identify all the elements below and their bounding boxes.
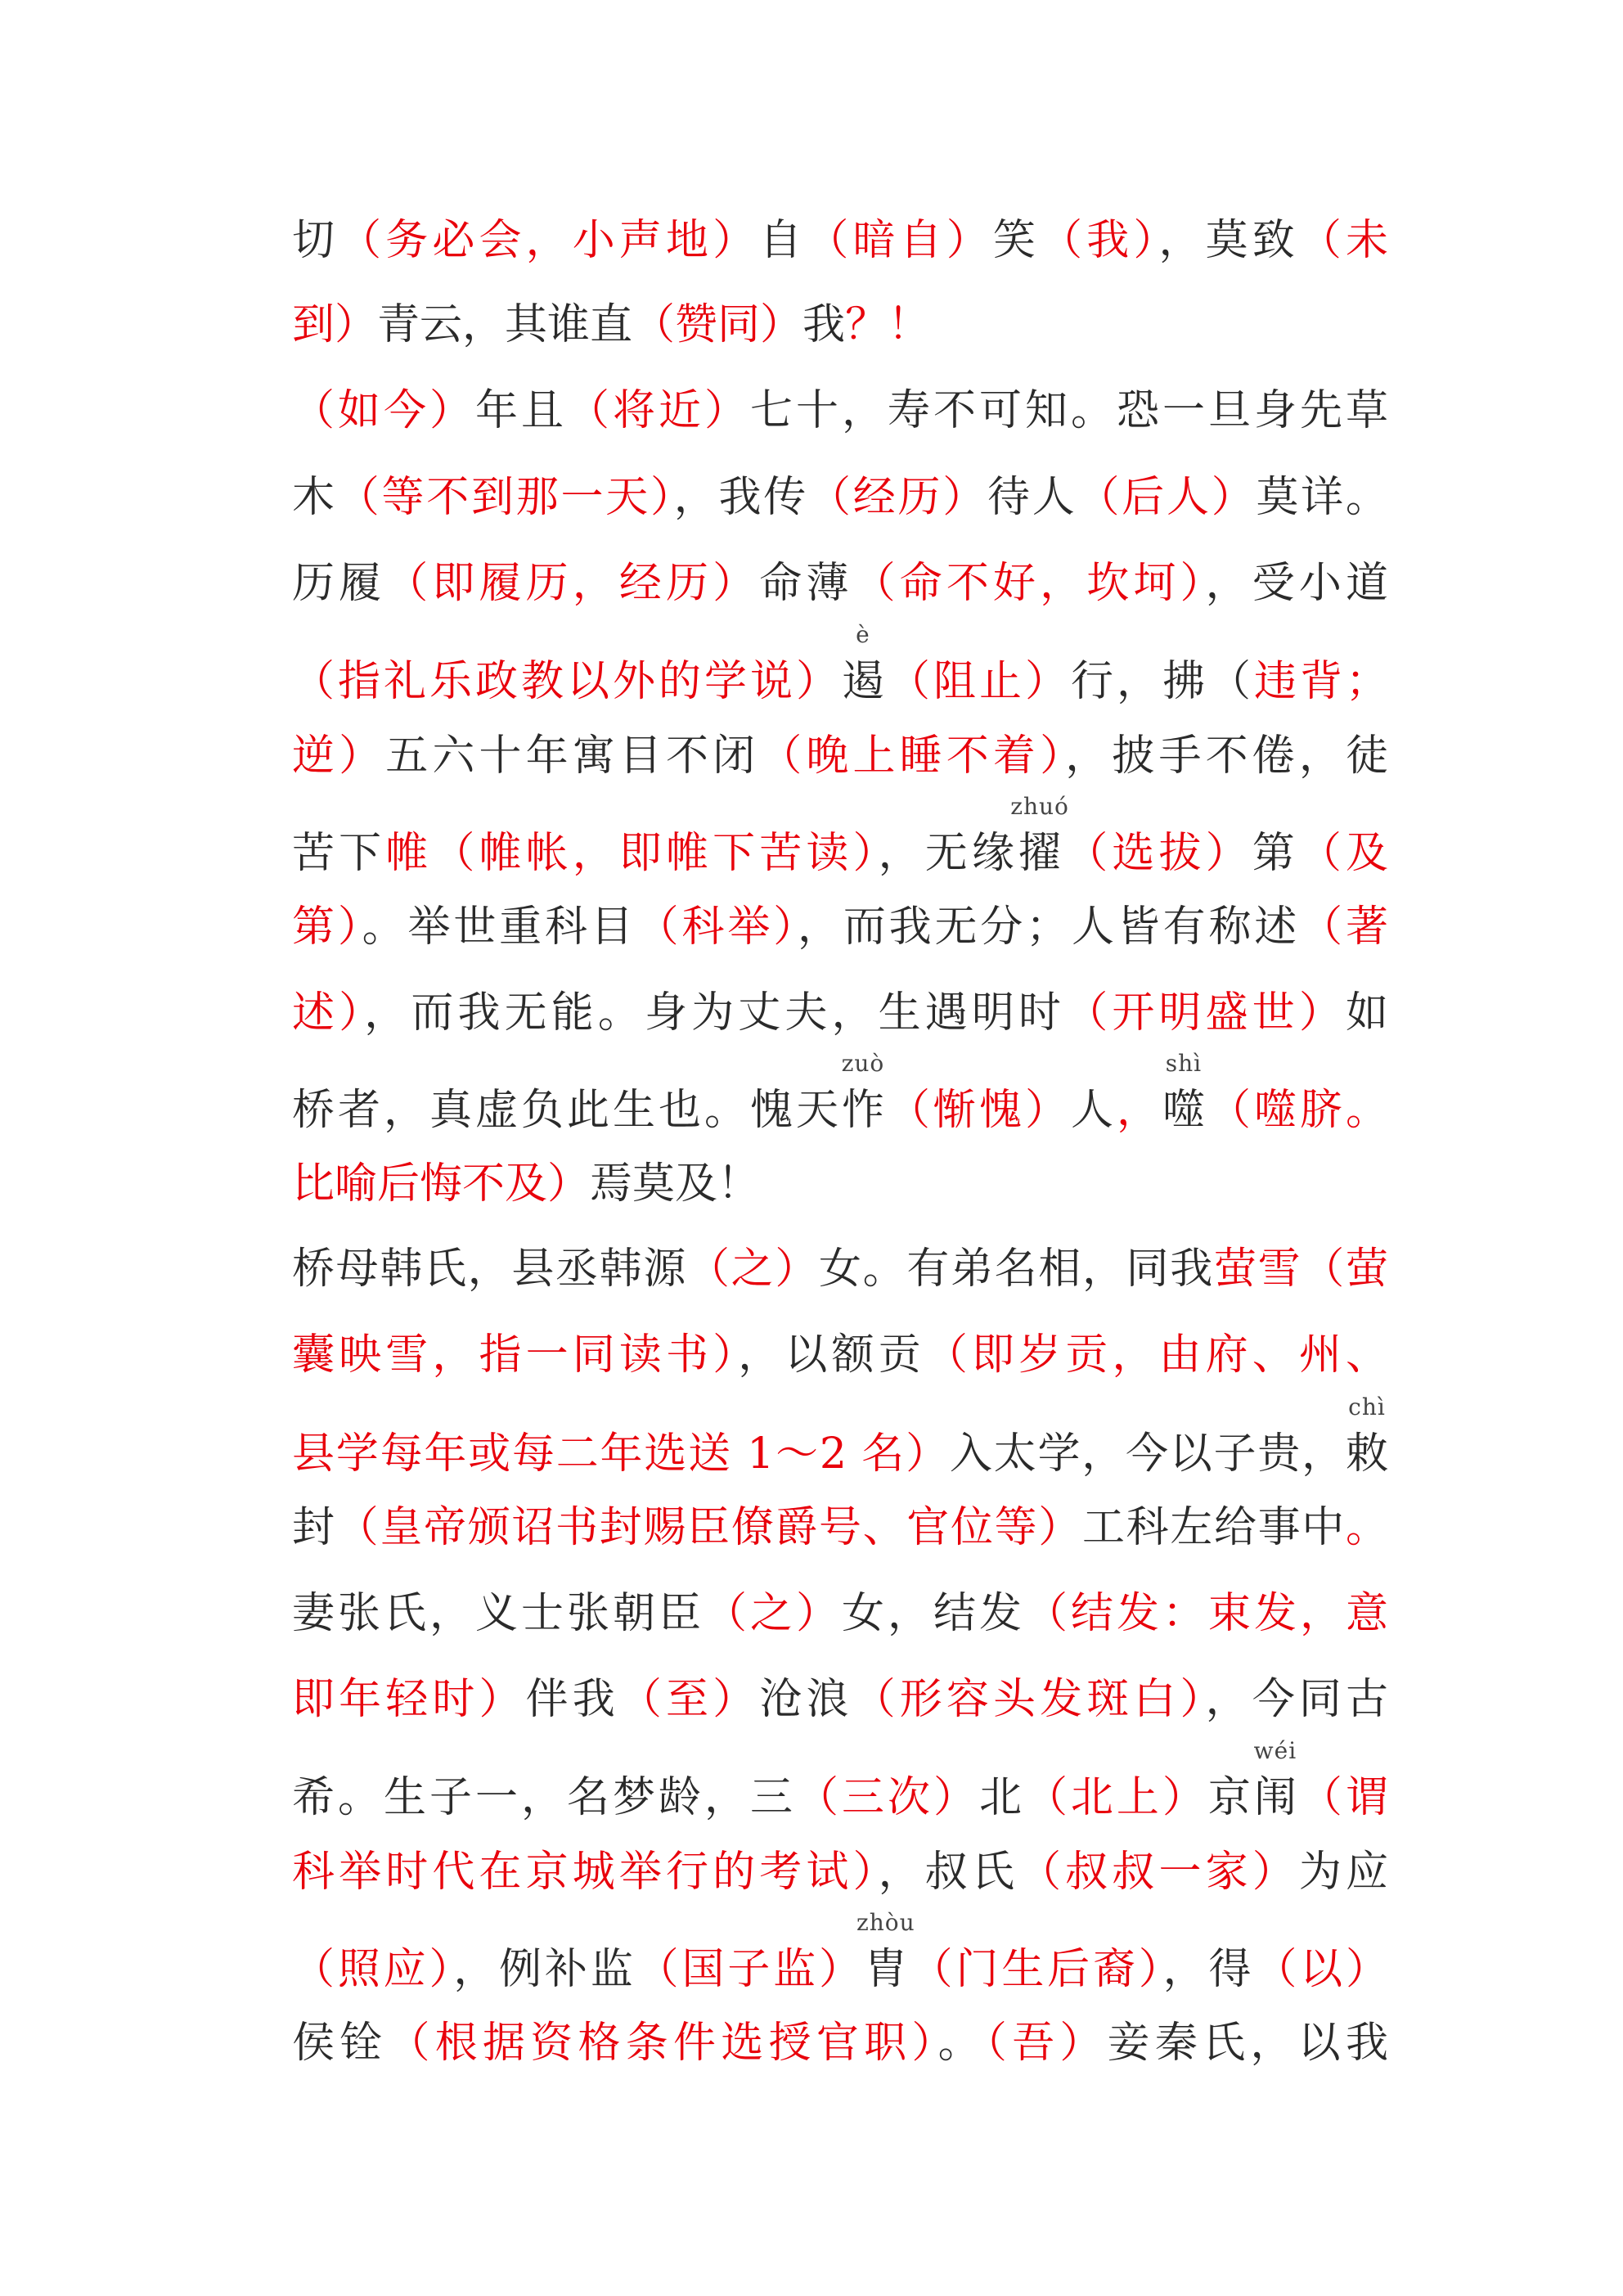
original-text: 年且 <box>475 386 567 435</box>
annotation-text: 囊映雪，指一同读书） <box>292 1330 739 1380</box>
annotation-text: （形容头发斑白） <box>852 1675 1206 1724</box>
annotation-text: （根据资格条件选授官职） <box>387 2019 938 2068</box>
original-text: 伴我 <box>525 1675 619 1724</box>
annotation-text: （命不好，坎坷） <box>852 559 1206 608</box>
annotation-text: （及 <box>1298 829 1388 878</box>
original-text: 笑 <box>992 216 1041 265</box>
annotated-character <box>1253 1737 1297 1824</box>
original-text: 青云，其谁直 <box>377 300 633 349</box>
text-line <box>292 385 1388 437</box>
original-text: 切 <box>292 216 339 265</box>
original-text: 工科左给事中 <box>1081 1503 1346 1552</box>
annotation-text: 第） <box>292 903 362 952</box>
annotation-text: 。 <box>1345 1503 1388 1552</box>
annotation-text: （吾） <box>985 2019 1108 2068</box>
annotation-text: 违背； <box>1253 657 1388 706</box>
text-line <box>292 1050 1388 1137</box>
text-line <box>292 1737 1388 1824</box>
annotation-text: 科举时代在京城举行的考试） <box>292 1848 879 1897</box>
original-text: 妾秦氏，以我 <box>1107 2019 1388 2068</box>
annotation-text: （以） <box>1254 1945 1388 1994</box>
annotation-text: 逆） <box>292 732 386 781</box>
annotation-text: （三次） <box>795 1773 979 1822</box>
annotated-character <box>1010 793 1069 880</box>
original-text: ，无缘 <box>878 829 1019 878</box>
original-text: 历履 <box>292 559 386 608</box>
original-text: 女。有弟名相，同我 <box>818 1245 1214 1294</box>
original-text: 。 <box>937 2019 986 2068</box>
annotation-text: （选拔） <box>1061 829 1252 878</box>
original-text: 为应 <box>1298 1848 1388 1897</box>
character: 怍 <box>841 1086 884 1135</box>
annotation-text: （指礼乐政教以外的学说） <box>292 657 842 706</box>
pinyin-annotation: zhòu <box>856 1909 915 1936</box>
original-text: ，受小道 <box>1205 559 1388 608</box>
original-text: 第 <box>1252 829 1299 878</box>
annotated-character <box>1345 1393 1388 1480</box>
original-text: 沧浪 <box>759 1675 853 1724</box>
original-text: 莫详。 <box>1256 473 1388 522</box>
character: 闱 <box>1253 1773 1297 1822</box>
annotation-text: （如今） <box>292 386 475 435</box>
annotation-text: （开明盛世） <box>1065 988 1346 1038</box>
annotation-text: （经历） <box>807 473 987 522</box>
original-text: 行，拂（ <box>1070 657 1254 706</box>
text-line <box>292 1329 1388 1381</box>
annotation-text: （等不到那一天） <box>336 473 674 522</box>
original-text: ，披手不倦，徒 <box>1065 732 1388 781</box>
character: 噬 <box>1162 1086 1205 1135</box>
annotation-text: 述） <box>292 988 365 1038</box>
annotation-text: （至） <box>618 1675 760 1724</box>
text-line <box>292 1393 1388 1480</box>
original-text: 。举世重科目 <box>362 903 636 952</box>
text-line <box>292 730 1388 782</box>
pinyin-annotation: zhuó <box>1010 793 1069 820</box>
text-line <box>292 793 1388 880</box>
annotated-character <box>1162 1050 1205 1137</box>
text-line <box>292 1909 1388 1996</box>
annotation-text: （之） <box>704 1589 842 1638</box>
pinyin-annotation: shì <box>1165 1050 1203 1077</box>
text-line <box>292 621 1388 708</box>
original-text: ，而我无分；人皆有称述 <box>797 903 1301 952</box>
character: 擢 <box>1018 829 1062 878</box>
original-text: 如 <box>1345 988 1388 1038</box>
annotation-text: （暗自） <box>806 216 993 265</box>
original-text: 命薄 <box>759 559 853 608</box>
original-text: 北 <box>978 1773 1025 1822</box>
annotation-text: 即年轻时） <box>292 1675 526 1724</box>
original-text: 木 <box>292 473 337 522</box>
original-text: 焉莫及！ <box>590 1159 761 1209</box>
text-line <box>292 1501 1388 1554</box>
annotation-text: （我） <box>1040 216 1159 265</box>
original-text: ，以额贡 <box>738 1330 925 1380</box>
annotation-text: 萤雪（萤 <box>1213 1245 1388 1294</box>
original-text: 妻张氏，义士张朝臣 <box>292 1589 704 1638</box>
original-text: ，莫致 <box>1158 216 1299 265</box>
annotated-character <box>841 1050 885 1137</box>
annotation-text: （皇帝颁诏书封赐臣僚爵号、官位等） <box>335 1503 1082 1552</box>
original-text: 桥母韩氏，县丞韩源 <box>292 1245 687 1294</box>
text-line <box>292 557 1388 610</box>
annotation-text: ？！ <box>845 300 931 349</box>
text-line <box>292 1846 1388 1898</box>
annotation-text: 到） <box>292 300 378 349</box>
text-line <box>292 214 1388 267</box>
annotation-text: （将近） <box>567 386 750 435</box>
annotated-character <box>841 621 884 708</box>
annotation-text: （照应） <box>292 1945 454 1994</box>
character: 敕 <box>1345 1429 1388 1479</box>
original-text: 桥者，真虚负此生也。愧天 <box>292 1086 842 1135</box>
annotation-text: （著 <box>1300 903 1388 952</box>
annotation-text: （国子监） <box>636 1945 865 1994</box>
original-text: 七十，寿不可知。恐一旦身先草 <box>750 386 1388 435</box>
original-text: 京 <box>1207 1773 1254 1822</box>
annotated-character <box>856 1909 915 1996</box>
annotation-text: 比喻后悔不及） <box>292 1159 591 1209</box>
annotation-text: （北上） <box>1024 1773 1208 1822</box>
text-line <box>292 1587 1388 1640</box>
original-text: 人 <box>1070 1086 1117 1135</box>
original-text: 待人 <box>987 473 1077 522</box>
annotation-text: （之） <box>686 1245 819 1294</box>
annotation-text: （科举） <box>636 903 798 952</box>
original-text: 侯铨 <box>292 2019 388 2068</box>
annotation-text: （阻止） <box>883 657 1071 706</box>
annotation-text: （惭愧） <box>883 1086 1071 1135</box>
original-text: ，今同古 <box>1205 1675 1388 1724</box>
original-text: ，得 <box>1162 1945 1255 1994</box>
text-line <box>292 299 1388 351</box>
text-line <box>292 901 1388 953</box>
original-text: 希。生子一，名梦龄，三 <box>292 1773 796 1822</box>
annotation-text: （谓 <box>1296 1773 1388 1822</box>
annotation-text: （结发：束发，意 <box>1024 1589 1388 1638</box>
original-text: ，叔氏 <box>878 1848 1019 1897</box>
original-text: 五六十年寓目不闭 <box>385 732 760 781</box>
pinyin-annotation: chì <box>1348 1393 1386 1420</box>
annotation-text: （噬脐。 <box>1204 1086 1388 1135</box>
character: 胄 <box>864 1945 907 1994</box>
original-text: ，而我无能。身为丈夫，生遇明时 <box>364 988 1066 1038</box>
text-line <box>292 1673 1388 1726</box>
annotation-text: （即岁贡，由府、州、 <box>924 1330 1388 1380</box>
pinyin-annotation: zuò <box>841 1050 885 1077</box>
annotation-text: 县学每年或每二年选送 1～2 名） <box>292 1429 950 1479</box>
annotation-text: 帷（帷帐，即帷下苦读） <box>385 829 879 878</box>
text-line <box>292 1243 1388 1295</box>
original-text: 封 <box>292 1503 336 1552</box>
annotation-text: （后人） <box>1077 473 1257 522</box>
original-text: ，我传 <box>673 473 808 522</box>
original-text: ，例补监 <box>453 1945 636 1994</box>
text-line <box>292 987 1388 1039</box>
original-text: 女，结发 <box>841 1589 1025 1638</box>
text-line <box>292 2017 1388 2069</box>
original-text: 我 <box>803 300 846 349</box>
text-line <box>292 471 1388 524</box>
original-text: 入太学，今以子贵， <box>949 1429 1346 1479</box>
pinyin-annotation: è <box>856 621 870 648</box>
annotation-text: （务必会，小声地） <box>339 216 760 265</box>
annotation-text: （晚上睡不着） <box>759 732 1066 781</box>
annotation-text: （门生后裔） <box>906 1945 1163 1994</box>
annotation-text: （未 <box>1298 216 1388 265</box>
annotation-text: （赞同） <box>632 300 803 349</box>
annotation-text: （叔叔一家） <box>1018 1848 1299 1897</box>
text-line <box>292 1158 1388 1210</box>
annotation-text: （即履历，经历） <box>385 559 760 608</box>
original-text: 苦下 <box>292 829 386 878</box>
annotation-text: ， <box>1116 1086 1162 1135</box>
pinyin-annotation: wéi <box>1253 1737 1297 1764</box>
original-text: 自 <box>759 216 807 265</box>
character: 遏 <box>841 657 884 706</box>
